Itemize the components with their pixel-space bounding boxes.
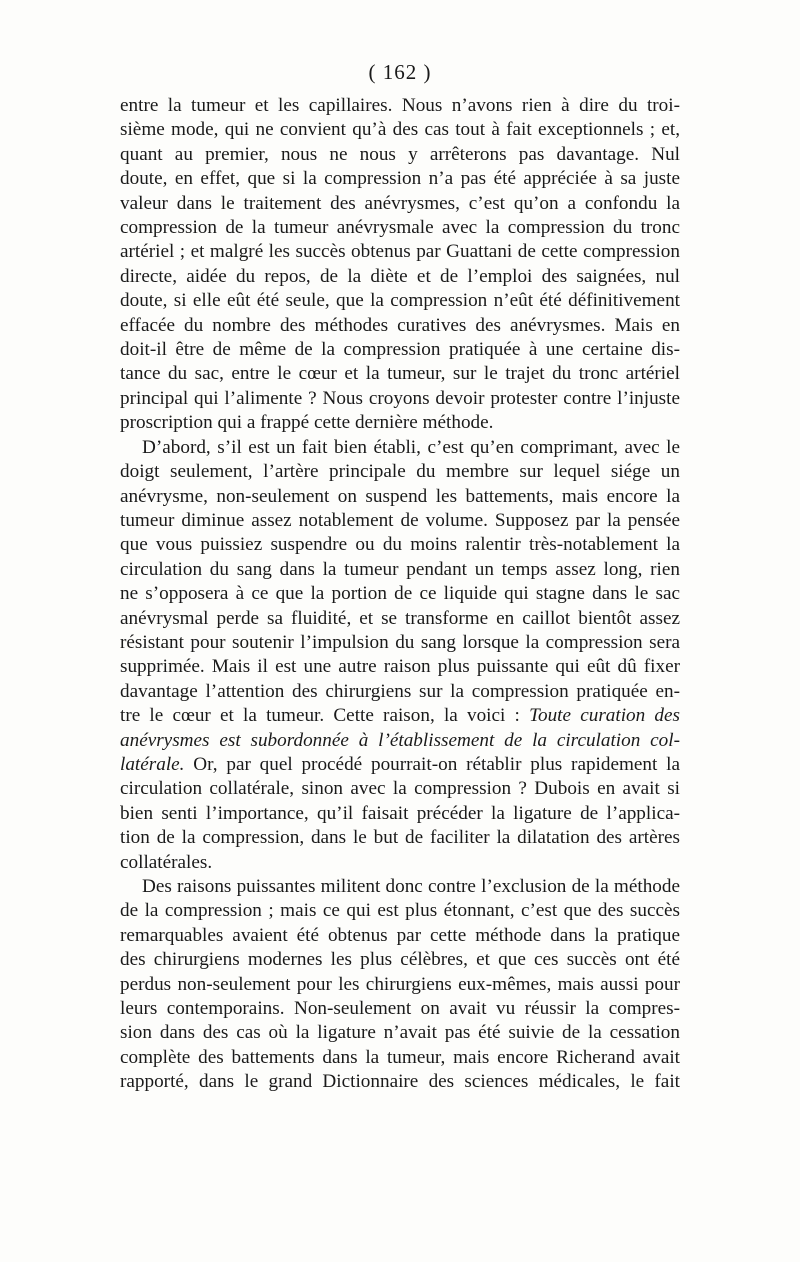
text-line: proscription qui a frappé cette dernière méthode. [120,412,494,434]
text-line: effacée du nombre des méthodes curatives des anévrysmes. Mais en [120,314,680,336]
text-line: doute, en effet, que si la compression n’a pas été appréciée à sa juste [120,168,680,190]
text-line: remarquables avaient été obtenus par cette méthode dans la pratique [120,924,680,946]
text-span: Or, par quel procédé pourrait-on rétablir plus rapidement la [193,753,680,775]
text-line: circulation collatérale, sinon avec la compression ? Dubois en avait si [120,778,680,800]
text-line: artériel ; et malgré les succès obtenus par Guattani de cette compression [120,241,680,263]
text-line: des chirurgiens modernes les plus célèbres, et que ces succès ont été [120,949,680,971]
text-line [120,729,680,753]
text-line: tion de la compression, dans le but de faciliter la dilatation des artères [120,827,680,849]
text-line: compression de la tumeur anévrysmale avec la compression du tronc [120,217,680,239]
text-line: circulation du sang dans la tumeur pendant un temps assez long, rien [120,558,680,580]
text-line: de la compression ; mais ce qui est plus étonnant, c’est que des succès [120,900,680,922]
text-line: complète des battements dans la tumeur, mais encore Richerand avait [120,1046,680,1068]
text-span: tre le cœur et la tumeur. Cette raison, la voici : [120,705,520,727]
text-line: rapporté, dans le grand Dictionnaire des sciences médicales, le fait [120,1071,680,1093]
text-line: quant au premier, nous ne nous y arrêterons pas davantage. Nul [120,143,680,165]
text-line [120,753,680,777]
text-line: anévrysmal perde sa fluidité, et se transforme en caillot bientôt assez [120,607,680,629]
text-line: supprimée. Mais il est une autre raison plus puissante qui eût dû fixer [120,656,680,678]
text-line: valeur dans le traitement des anévrysmes, c’est qu’on a confondu la [120,192,680,214]
text-line: anévrysme, non-seulement on suspend les battements, mais encore la [120,485,680,507]
text-line: principal qui l’alimente ? Nous croyons devoir protester contre l’injuste [120,387,680,409]
text-line: entre la tumeur et les capillaires. Nous n’avons rien à dire du troi- [120,95,680,116]
text-line: D’abord, s’il est un fait bien établi, c’est qu’en comprimant, avec le [142,436,680,458]
paragraph-2 [120,436,680,875]
paragraph-3 [120,875,680,1095]
text-line: résistant pour soutenir l’impulsion du sang lorsque la compression sera [120,631,680,653]
text-line: directe, aidée du repos, de la diète et de l’emploi des saignées, nul [120,265,680,287]
text-line: perdus non-seulement pour les chirurgiens eux-mêmes, mais aussi pour [120,973,680,995]
text-line: Des raisons puissantes militent donc contre l’exclusion de la méthode [142,876,680,897]
text-line: doigt seulement, l’artère principale du membre sur lequel siége un [120,461,680,483]
text-line [120,704,680,728]
text-line: leurs contemporains. Non-seulement on avait vu réussir la compres- [120,998,680,1020]
text-line: sième mode, qui ne convient qu’à des cas tout à fait exceptionnels ; et, [120,119,680,141]
text-line: ne s’opposera à ce que la portion de ce liquide qui stagne dans le sac [120,583,680,605]
text-line: tumeur diminue assez notablement de volume. Supposez par la pensée [120,509,680,531]
page-number: ( 162 ) [368,60,432,84]
text-line: tance du sac, entre le cœur et la tumeur, sur le trajet du tronc artériel [120,363,680,385]
italic-span: Toute curation des [529,705,681,727]
text-line: sion dans des cas où la ligature n’avait pas été suivie de la cessation [120,1022,680,1044]
italic-span: latérale. [120,753,185,775]
text-line: doute, si elle eût été seule, que la compression n’eût été définitivement [120,290,680,312]
text-line: collatérales. [120,851,213,873]
body-text [120,94,680,1095]
paragraph-1 [120,94,680,436]
text-line: davantage l’attention des chirurgiens sur la compression pratiquée en- [120,680,680,702]
italic-span: anévrysmes est subordonnée à l’établissement de la circulation col- [120,729,680,751]
text-line: que vous puissiez suspendre ou du moins ralentir très-notablement la [120,534,680,556]
text-line: doit-il être de même de la compression pratiquée à une certaine dis- [120,339,680,361]
text-line: bien senti l’importance, qu’il faisait précéder la ligature de l’applica- [120,802,680,824]
